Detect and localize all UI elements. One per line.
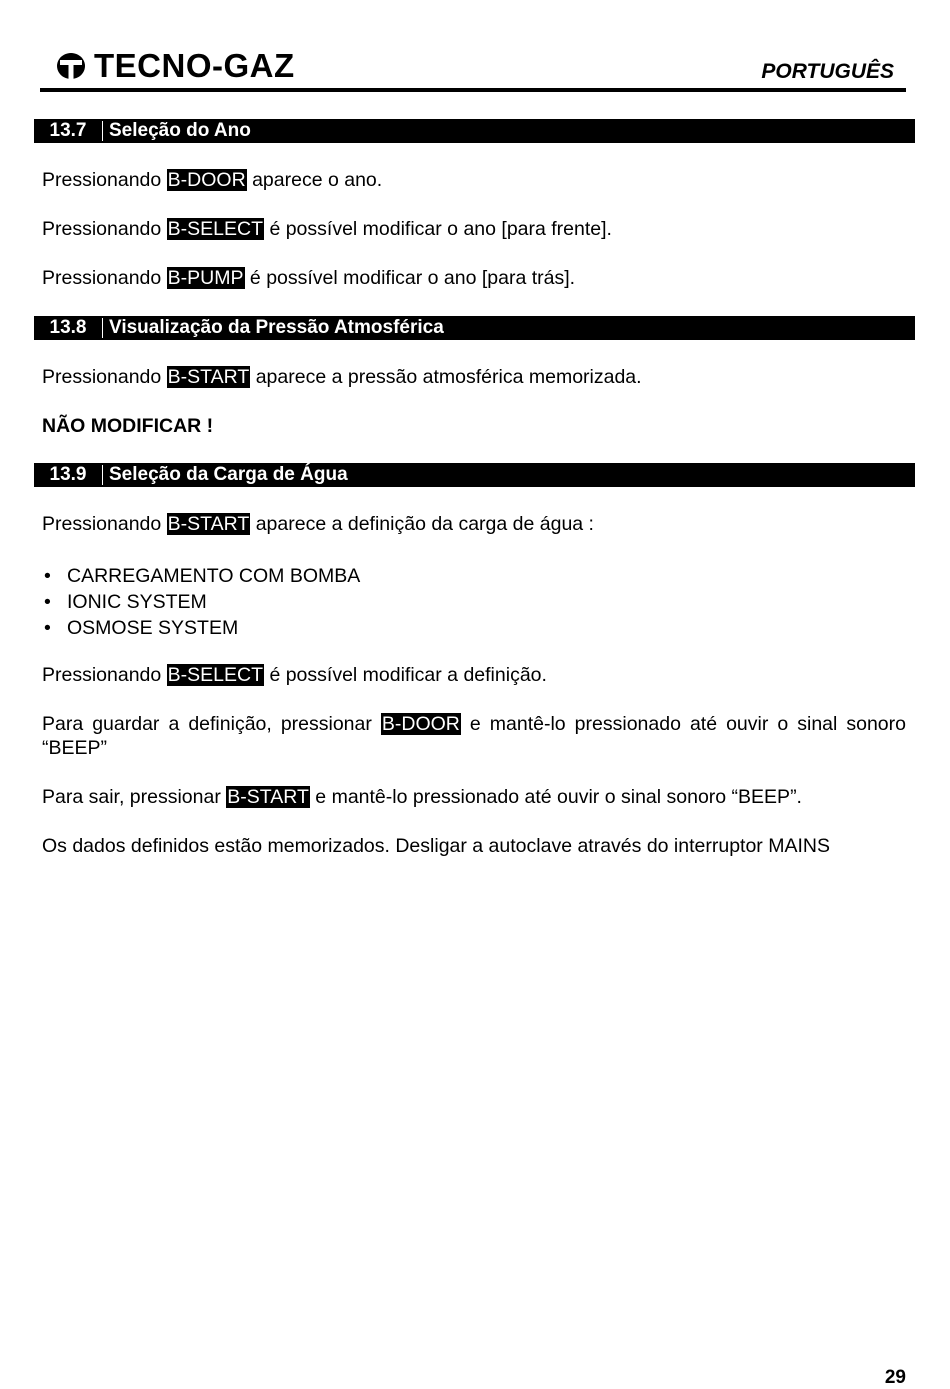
paragraph <box>42 785 906 809</box>
bullet-icon: • <box>44 591 51 613</box>
key-label: B-START <box>167 513 250 535</box>
text: é possível modificar o ano [para trás]. <box>244 267 576 289</box>
list-item-text: IONIC SYSTEM <box>67 591 207 613</box>
bullet-icon: • <box>44 617 51 639</box>
bullet-icon: • <box>44 565 51 587</box>
paragraph <box>42 663 906 687</box>
list-item-text: OSMOSE SYSTEM <box>67 617 239 639</box>
text: é possível modificar a definição. <box>264 664 547 686</box>
logo-text: TECNO-GAZ <box>94 47 295 84</box>
text: Pressionando <box>42 366 167 388</box>
text: Pressionando <box>42 218 167 240</box>
paragraph <box>42 217 906 241</box>
page-header <box>40 44 906 94</box>
language-label: PORTUGUÊS <box>761 60 894 83</box>
warning-text: NÃO MODIFICAR ! <box>42 415 214 437</box>
paragraph <box>42 266 906 290</box>
text: aparece o ano. <box>246 169 383 191</box>
section-heading-13-8 <box>34 316 915 340</box>
page-number: 29 <box>884 1367 906 1388</box>
section-title: Seleção do Ano <box>109 120 251 141</box>
text: é possível modificar o ano [para frente]. <box>264 218 612 240</box>
paragraph <box>42 365 906 389</box>
paragraph <box>42 512 906 536</box>
key-label: B-START <box>167 366 250 388</box>
section-number: 13.7 <box>34 121 103 141</box>
list-item <box>42 615 360 641</box>
header-divider <box>40 88 906 92</box>
brand-logo <box>54 48 295 84</box>
text: e mantê-lo pressionado até ouvir o sinal sonoro “BEEP” <box>42 713 906 759</box>
key-label: B-DOOR <box>381 713 460 735</box>
water-load-options-list <box>42 563 360 641</box>
text: Para guardar a definição, pressionar <box>42 713 381 735</box>
text: Para sair, pressionar <box>42 786 227 808</box>
key-label: B-DOOR <box>167 169 246 191</box>
key-label: B-START <box>227 786 309 808</box>
tecno-gaz-logo-icon <box>54 51 88 81</box>
text: Pressionando <box>42 664 167 686</box>
section-heading-13-7 <box>34 119 915 143</box>
section-title: Visualização da Pressão Atmosférica <box>109 317 444 338</box>
paragraph <box>42 168 906 192</box>
key-label: B-SELECT <box>167 664 264 686</box>
closing-paragraph: Os dados definidos estão memorizados. Desligar a autoclave através do interruptor MAINS <box>42 835 830 857</box>
list-item-text: CARREGAMENTO COM BOMBA <box>67 565 361 587</box>
text: Pressionando <box>42 267 167 289</box>
text: e mantê-lo pressionado até ouvir o sinal sonoro “BEEP”. <box>309 786 802 808</box>
section-number: 13.8 <box>34 318 103 338</box>
key-label: B-SELECT <box>167 218 264 240</box>
key-label: B-PUMP <box>167 267 244 289</box>
section-heading-13-9 <box>34 463 915 487</box>
list-item <box>42 589 360 615</box>
list-item <box>42 563 360 589</box>
text: aparece a pressão atmosférica memorizada. <box>250 366 642 388</box>
section-number: 13.9 <box>34 465 103 485</box>
text: Pressionando <box>42 513 167 535</box>
paragraph <box>42 712 906 760</box>
text: aparece a definição da carga de água : <box>250 513 594 535</box>
section-title: Seleção da Carga de Água <box>109 464 348 485</box>
text: Pressionando <box>42 169 167 191</box>
